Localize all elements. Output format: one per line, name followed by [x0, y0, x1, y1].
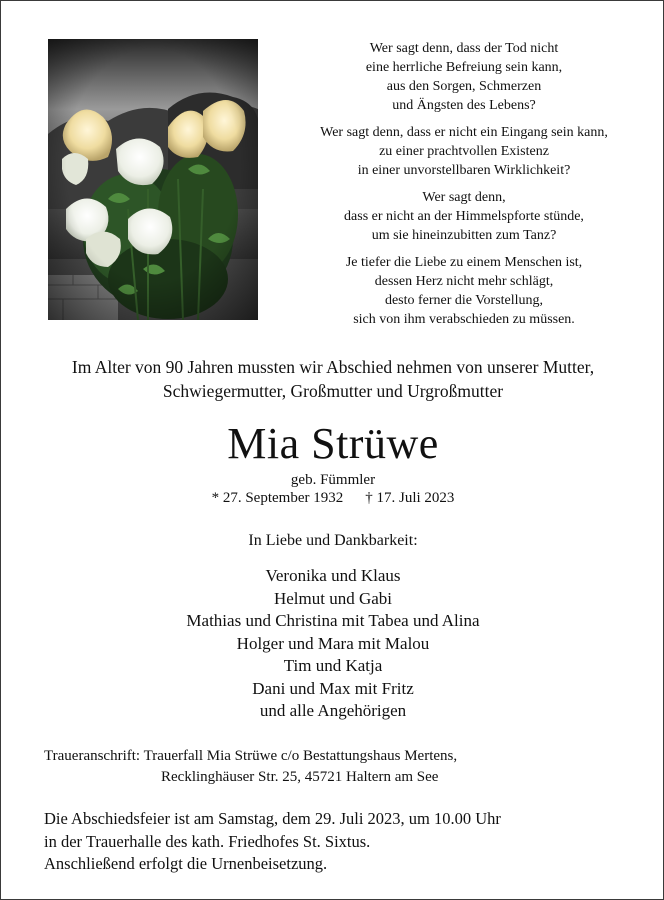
poem-stanza — [279, 188, 649, 245]
birth-date: * 27. September 1932 — [211, 490, 344, 506]
poem — [279, 39, 649, 337]
family-member: Mathias und Christina mit Tabea und Alina — [186, 611, 480, 630]
birth-name: geb. Fümmler — [290, 472, 376, 488]
poem-line: um sie hineinzubitten zum Tanz? — [371, 228, 557, 243]
poem-line: dessen Herz nicht mehr schlägt, — [374, 274, 554, 289]
poem-stanza — [279, 253, 649, 329]
family-member: Veronika und Klaus — [265, 566, 401, 585]
ceremony-line: in der Trauerhalle des kath. Friedhofes St. Sixtus. — [44, 831, 371, 851]
life-dates — [1, 489, 664, 508]
deceased-name: Mia Strüwe — [227, 419, 439, 468]
poem-line: desto ferner die Vorstellung, — [384, 293, 544, 308]
poem-line: Wer sagt denn, dass der Tod nicht — [369, 41, 559, 56]
intro-line: Im Alter von 90 Jahren mussten wir Abschied nehmen von unserer Mutter, — [71, 357, 595, 377]
poem-line: eine herrliche Befreiung sein kann, — [365, 60, 563, 75]
poem-line: Je tiefer die Liebe zu einem Menschen ist, — [345, 255, 583, 270]
intro-line: Schwiegermutter, Großmutter und Urgroßmutter — [162, 381, 504, 401]
family-member: Helmut und Gabi — [273, 588, 393, 608]
family-list — [1, 565, 664, 723]
family-member: Tim und Katja — [283, 656, 383, 675]
poem-stanza — [279, 123, 649, 180]
poem-line: Wer sagt denn, dass er nicht ein Eingang sein kann, — [320, 125, 608, 140]
family-member: und alle Angehörigen — [259, 701, 407, 720]
poem-line: Wer sagt denn, — [422, 190, 506, 205]
poem-line: zu einer prachtvollen Existenz — [379, 144, 549, 159]
poem-line: sich von ihm verabschieden zu müssen. — [353, 312, 575, 327]
ceremony-line: Anschließend erfolgt die Urnenbeisetzung. — [44, 854, 328, 873]
poem-line: in einer unvorstellbaren Wirklichkeit? — [357, 163, 571, 178]
family-member: Dani und Max mit Fritz — [252, 678, 414, 698]
poem-line: und Ängsten des Lebens? — [392, 98, 536, 113]
intro-text — [1, 355, 664, 403]
mourning-address — [44, 746, 457, 788]
ceremony-info — [44, 808, 501, 876]
poem-line: aus den Sorgen, Schmerzen — [386, 79, 542, 94]
poem-line: dass er nicht an der Himmelspforte stünde, — [344, 209, 584, 224]
ceremony-line: Die Abschiedsfeier ist am Samstag, dem 29. Juli 2023, um 10.00 Uhr — [44, 809, 501, 828]
hydrangea-photo — [48, 39, 258, 320]
poem-stanza — [279, 39, 649, 115]
thanks-heading: In Liebe und Dankbarkeit: — [248, 532, 418, 549]
death-date: † 17. Juli 2023 — [365, 490, 455, 506]
address-line: Recklinghäuser Str. 25, 45721 Haltern am See — [161, 769, 439, 785]
address-line: Traueranschrift: Trauerfall Mia Strüwe c/o Bestattungshaus Mertens, — [44, 748, 458, 764]
family-member: Holger und Mara mit Malou — [236, 633, 430, 653]
